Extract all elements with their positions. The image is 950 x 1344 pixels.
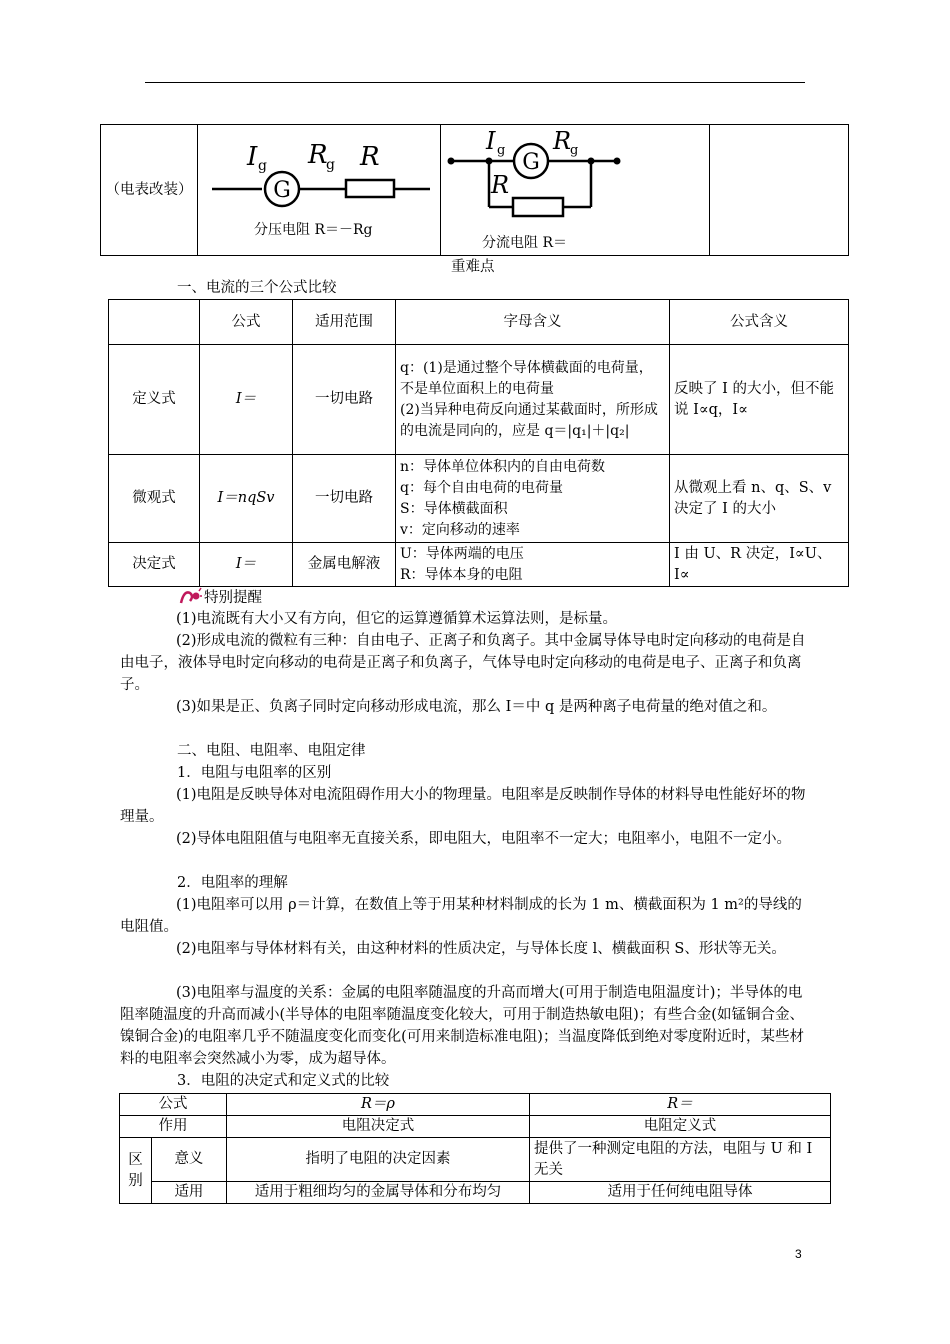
series-circuit-cell: [198, 125, 441, 256]
svg-text:I: I: [486, 127, 496, 155]
svg-text:R: R: [491, 171, 510, 199]
svg-text:R: R: [360, 142, 380, 172]
row-label: （电表改装）: [101, 125, 198, 256]
svg-text:g: g: [326, 157, 335, 173]
svg-text:G: G: [273, 178, 291, 203]
special-note-title: 特别提醒: [204, 590, 262, 606]
section1-title: 一、电流的三个公式比较: [177, 280, 337, 296]
svg-text:R: R: [308, 140, 328, 170]
svg-text:R: R: [553, 127, 572, 155]
series-circuit-diagram: [198, 125, 440, 235]
resistance-formula-table: 公式 R＝ρ R＝ 作用 电阻决定式 电阻定义式 区别 意义 指明了电阻的决定因素 提供了一种测定电阻的方法，电阻与 U 和 I 无关 适用 适用于粗细均匀的金属导体和分布均匀 适用于任何纯电阻导体: [119, 1093, 831, 1204]
section2-title: 二、电阻、电阻率、电阻定律: [177, 743, 366, 759]
meter-conversion-table: [100, 124, 849, 256]
parallel-circuit-cell: [441, 125, 710, 256]
table-row: 微观式 I＝nqSv 一切电路 n：导体单位体积内的自由电荷数 q：每个自由电荷的电荷量 S：导体横截面积 v：定向移动的速率 从微观上看 n、q、S、v 决定了 I 的大小: [109, 455, 849, 543]
series-caption: 分压电阻 R＝－Rg: [254, 222, 373, 238]
svg-text:g: g: [497, 143, 506, 158]
shunt-resistor-symbol: [513, 198, 563, 216]
parallel-circuit-diagram: [441, 125, 709, 235]
svg-text:g: g: [570, 143, 579, 158]
resistor-symbol: [346, 180, 394, 197]
svg-text:g: g: [258, 158, 267, 174]
key-points-title: 重难点: [451, 259, 495, 275]
table-row: 决定式 I＝ 金属电解液 U：导体两端的电压 R：导体本身的电阻 I 由 U、R 决定，I∝U、I∝: [109, 543, 849, 587]
current-formula-table: 公式 适用范围 字母含义 公式含义 定义式 I＝ 一切电路 q：(1)是通过整个导体横截面的电荷量，不是单位面积上的电荷量 (2)当异种电荷反向通过某截面时，所形成的电流是同向的，应是 q＝|q₁|＋|q₂| 反映了 I 的大小，但不能说 I∝q，I∝ 微观式 I＝nqSv 一切电路 n：导体单位体积内的自由电荷数 q：每个自由电荷的电荷量 S：导体横截面积 v：定向移动的速率 从微观上看 n、q、S、v 决定了 I 的大小 决定式 I＝ 金属电解液 U：导体两端的电压 R：导体本身的电阻 I 由 U、R 决定，I∝U、I∝: [108, 299, 849, 587]
parallel-caption: 分流电阻 R＝: [482, 235, 567, 251]
page-number: 3: [795, 1247, 802, 1261]
svg-text:I: I: [247, 142, 258, 172]
header-rule: [145, 82, 805, 83]
svg-text:G: G: [522, 150, 540, 175]
empty-cell: [710, 125, 849, 256]
table-row: 定义式 I＝ 一切电路 q：(1)是通过整个导体横截面的电荷量，不是单位面积上的电荷量 (2)当异种电荷反向通过某截面时，所形成的电流是同向的，应是 q＝|q₁|＋|q₂| 反映了 I 的大小，但不能说 I∝q，I∝: [109, 345, 849, 455]
